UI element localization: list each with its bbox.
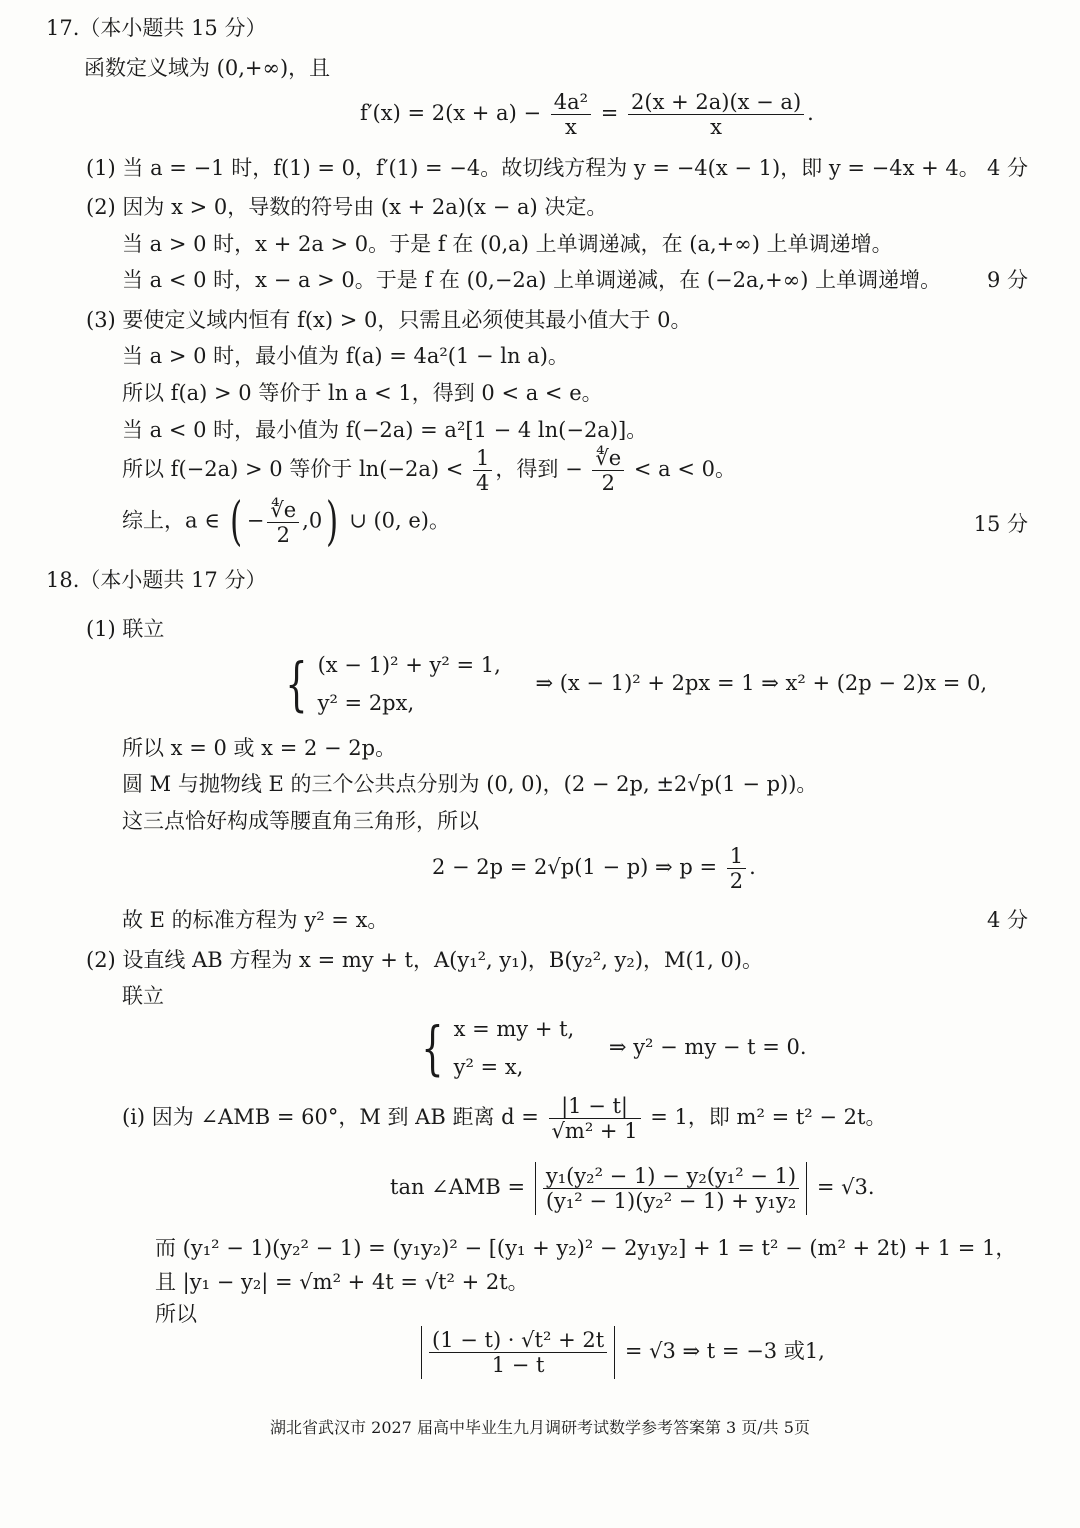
q17-title: 17.（本小题共 15 分）: [46, 16, 267, 40]
q17-part3-intro: (3) 要使定义域内恒有 f(x) > 0，只需且必须使其最小值大于 0。: [86, 308, 692, 332]
q17-part3-line1: 当 a > 0 时，最小值为 f(a) = 4a²(1 − ln a)。: [122, 344, 569, 368]
q18-part1-roots: 所以 x = 0 或 x = 2 − 2p。: [122, 736, 397, 760]
q18-system-1: { (x − 1)² + y² = 1, y² = 2px, ⇒ (x − 1)² + 2px = 1 ⇒ x² + (2p − 2)x = 0,: [285, 650, 988, 718]
q18-part2-combine: 联立: [122, 984, 164, 1008]
q18-part1-triangle: 这三点恰好构成等腰直角三角形，所以: [122, 809, 479, 833]
q18-part2-therefore: 所以: [155, 1302, 197, 1326]
q18-system-2: { x = my + t, y² = x, ⇒ y² − my − t = 0.: [421, 1014, 807, 1082]
q17-score-2: 9 分: [986, 268, 1028, 292]
q17-domain: 函数定义域为 (0,+∞)，且: [84, 56, 331, 80]
page-footer: 湖北省武汉市 2027 届高中毕业生九月调研考试数学参考答案第 3 页/共 5页: [270, 1418, 810, 1437]
q17-part3-conclusion: 综上，a ∈ ( − $\frac{∜e}{2}$ ,0) ∪ (0, e)。: [122, 492, 450, 552]
q17-part3-line2: 所以 f(a) > 0 等价于 ln a < 1，得到 0 < a < e。: [122, 381, 603, 405]
q18-part1-result: 故 E 的标准方程为 y² = x。: [122, 908, 389, 932]
q17-part2-case-pos: 当 a > 0 时，x + 2a > 0。于是 f 在 (0,a) 上单调递减，在 (a,+∞) 上单调递增。: [122, 232, 893, 256]
q18-part2-i: (i) 因为 ∠AMB = 60°，M 到 AB 距离 d = $\frac{|1 - t|}{\text{√m² + 1}}$ = 1，即 m² = t² − 2t。: [122, 1094, 887, 1143]
q17-part2-intro: (2) 因为 x > 0，导数的符号由 (x + 2a)(x − a) 决定。: [86, 195, 608, 219]
q18-part1-points: 圆 M 与抛物线 E 的三个公共点分别为 (0, 0)，(2 − 2p, ±2√p(1 − p))。: [122, 772, 818, 796]
q18-title: 18.（本小题共 17 分）: [46, 568, 267, 592]
q18-part2-product: 而 (y₁² − 1)(y₂² − 1) = (y₁y₂)² − [(y₁ + y₂)² − 2y₁y₂] + 1 = t² − (m² + 2t) + 1 = 1，: [155, 1236, 1017, 1260]
q17-part1: (1) 当 a = −1 时，f(1) = 0，f′(1) = −4。故切线方程为 y = −4(x − 1)，即 y = −4x + 4。: [86, 156, 980, 180]
q17-part3-line3: 当 a < 0 时，最小值为 f(−2a) = a²[1 − 4 ln(−2a)]。: [122, 418, 648, 442]
q18-tan-equation: tan ∠AMB = $\frac{\text{y₁(y₂² − 1) − y₂(y₁² − 1)}}{\text{(y₁² − 1)(y₂² − 1) + y₁y₂}}$ = √3.: [390, 1164, 875, 1213]
q17-part3-line4: 所以 f(−2a) > 0 等价于 ln(−2a) < $\frac{1}{4}$ ，得到 − $\frac{∜e}{2}$ < a < 0。: [122, 446, 736, 495]
q17-score-1: 4 分: [986, 156, 1028, 180]
q17-score-3: 15 分: [973, 512, 1028, 536]
q18-part2-setup: (2) 设直线 AB 方程为 x = my + t，A(y₁², y₁)，B(y₂², y₂)，M(1, 0)。: [86, 948, 763, 972]
q18-part1-intro: (1) 联立: [86, 617, 165, 641]
q18-part2-difference: 且 |y₁ − y₂| = √m² + 4t = √t² + 2t。: [155, 1270, 529, 1294]
q18-part1-equation: 2 − 2p = 2√p(1 − p) ⇒ p = $\frac{1}{2}$ .: [432, 844, 756, 893]
q18-score-1: 4 分: [986, 908, 1028, 932]
q18-final-equation: $\frac{\text{(1 − t) · √t² + 2t}}{1 - t}$ = √3 ⇒ t = −3 或1,: [418, 1326, 825, 1379]
q17-part2-case-neg: 当 a < 0 时，x − a > 0。于是 f 在 (0,−2a) 上单调递减，在 (−2a,+∞) 上单调递增。: [122, 268, 942, 292]
q17-derivative: f′(x) = 2(x + a) − $\frac{\text{4a²}}{x}$ = $\frac{2(x + 2a)(x - a)}{x}$ .: [360, 90, 814, 139]
